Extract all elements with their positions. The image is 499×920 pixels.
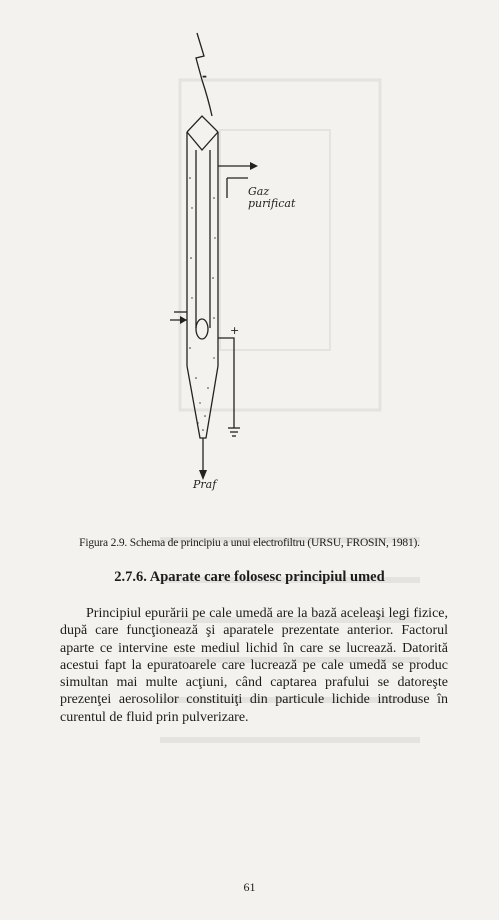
gas-label-line2: purificat <box>248 197 296 210</box>
top-cone-lower <box>187 132 218 150</box>
gas-label-line1: Gaz <box>248 185 270 198</box>
page-number: 61 <box>243 880 256 894</box>
gas-outlet-label <box>248 186 295 210</box>
outlet-arrow-icon <box>250 162 258 170</box>
electrode-wire-curve <box>202 80 212 116</box>
figure-caption: Figura 2.9. Schema de principiu a unui electrofiltru (URSU, FROSIN, 1981). <box>79 537 420 549</box>
ground-wire <box>218 338 234 428</box>
dust-hopper <box>187 366 218 438</box>
electrofilter-diagram <box>130 28 300 508</box>
inlet-arrow-icon <box>180 316 187 324</box>
electrode-oval <box>196 319 208 339</box>
minus-sign: - <box>202 69 207 83</box>
body-paragraph: Principiul epurării pe cale umedă are la bază aceleaşi legi fizice, după care funcţionează şi aparatele prezentate anterior. Factorul aparte ce intervine este mediul lichid în care se lucrează. Datorită acestui fapt la epuratoarele care lucrează pe cale umedă se produc simultan mai multe acţiuni, când captarea prafului se datoreşte prezenţei aerosolilor constituiţi din particule lichide introduse în curentul de fluid prin pulverizare. <box>60 606 448 725</box>
section-heading: 2.7.6. Aparate care folosesc principiul umed <box>114 569 385 585</box>
dust-particles <box>189 177 216 431</box>
outlet-bracket <box>227 178 248 198</box>
dust-outlet-label: Praf <box>193 478 217 491</box>
plus-sign: + <box>230 324 240 337</box>
top-cone <box>187 116 218 132</box>
